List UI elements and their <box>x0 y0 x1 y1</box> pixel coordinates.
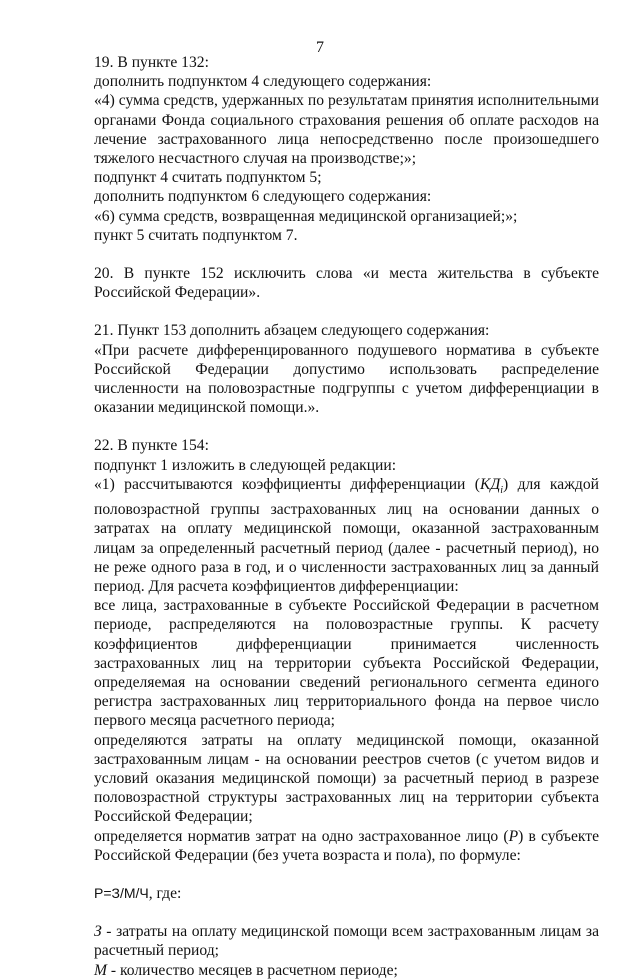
definition-m <box>94 961 599 980</box>
section-19-line: подпункт 4 считать подпунктом 5; <box>94 169 322 187</box>
formula-line <box>94 884 599 903</box>
section-19-line: дополнить подпунктом 6 следующего содержания: <box>94 188 432 206</box>
section-21-heading: 21. Пункт 153 дополнить абзацем следующего содержания: <box>94 322 490 340</box>
section-19-line: пункт 5 считать подпунктом 7. <box>94 226 298 244</box>
z-symbol: З <box>94 923 102 941</box>
p-symbol: Р <box>508 827 519 845</box>
page-number: 7 <box>316 39 324 56</box>
section-20-text: 20. В пункте 152 исключить слова «и места жительства в субъекте Российской Федерации». <box>94 265 599 302</box>
definition-z <box>94 922 599 960</box>
paragraph-text: «1) рассчитываются коэффициенты дифференциации ( <box>94 475 480 493</box>
kd-symbol: $КД_i$ <box>479 475 504 496</box>
section-19-heading: 19. В пункте 132: <box>94 54 209 71</box>
formula: Р=З/М/Ч <box>94 885 149 902</box>
section-22-line: подпункт 1 изложить в следующей редакции: <box>94 456 397 474</box>
section-19-line: «6) сумма средств, возвращенная медицинской организацией;»; <box>94 207 518 225</box>
paragraph-text: определяется норматив затрат на одно застрахованное лицо ( <box>94 827 509 845</box>
definition-text: - затраты на оплату медицинской помощи всем застрахованным лицам за расчетный период; <box>94 923 599 960</box>
document-body <box>94 53 599 980</box>
section-19-quote: «4) сумма средств, удержанных по результатам принятия исполнительными органами Фонда социального страхования решения об оплате расходов на лечение застрахованного лица непосредственно после произошедшего тяжелого несчастного случая на производстве;»; <box>94 92 599 168</box>
section-22-paragraph <box>94 475 599 596</box>
section-22-paragraph: определяются затраты на оплату медицинской помощи, оказанной застрахованным лицам - на основании реестров счетов (с учетом видов и условий оказания медицинской помощи) за расчетный период в разрезе половозрастной структуры застрахованных лиц на территории субъекта Российской Федерации; <box>94 731 599 826</box>
section-22-paragraph: все лица, застрахованные в субъекте Российской Федерации в расчетном периоде, распределяются на половозрастные группы. К расчету коэффициентов дифференциации принимается численность застрахованных лиц на территории субъекта Российской Федерации, определяемая на основании сведений регионального сегмента единого регистра застрахованных лиц территориального фонда на первое число первого месяца расчетного периода; <box>94 597 599 730</box>
paragraph-text: ) для каждой половозрастной группы застрахованных лиц на основании данных о затратах на оплату медицинской помощи, оказанной застрахованным лицам за определенный расчетный период (далее - расчетный период), но не реже одного раза в год, и о численности застрахованных лиц за данный период. Для расчета коэффициентов дифференциации: <box>94 475 599 595</box>
section-21-quote: «При расчете дифференцированного подушевого норматива в субъекте Российской Федерации допустимо использовать распределение численности на половозрастные подгруппы с учетом дифференциации в оказании медицинской помощи.». <box>94 341 599 417</box>
m-symbol: М <box>94 961 107 979</box>
paragraph-text: ) в субъекте Российской Федерации (без учета возраста и пола), по формуле: <box>94 827 599 864</box>
formula-where: , где: <box>148 885 182 903</box>
definition-text: - количество месяцев в расчетном периоде; <box>107 961 398 979</box>
section-22-heading: 22. В пункте 154: <box>94 437 209 455</box>
section-19-line: дополнить подпунктом 4 следующего содержания: <box>94 73 432 91</box>
section-22-paragraph <box>94 827 599 865</box>
